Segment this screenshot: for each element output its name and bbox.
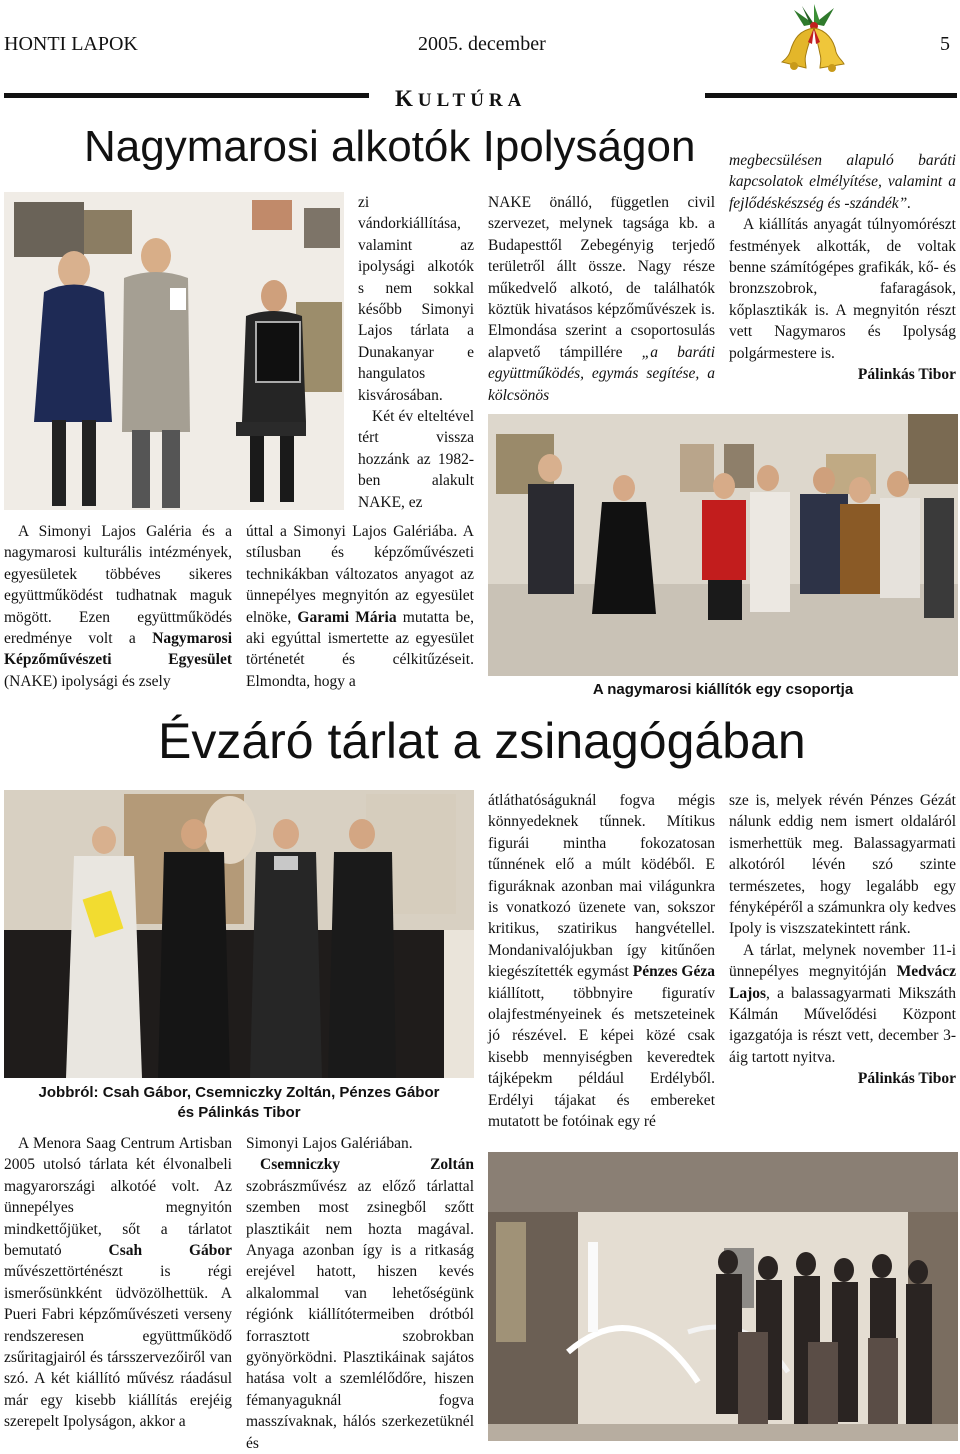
article2-col3: átláthatóságuknál fogva mégis könnyedeknek tűnnek. Mítikus figurái mintha fokozatosan tűnnének elő a múlt ködéből. E figuráknak azonban mai világunkra is vonatkozó üzenete van, sokszor kritikus, szatirikus hangvétellel. Mondanivalójukban így kitűnően kiegészítették egymást Pénzes Géza kiállított, többnyire figuratív olajfestményeinek és metszeteinek jó részével. E képei közé csak kisebb mennyiségben keveredtek tájképekm például Erdélyből. Erdélyi tájakat és embereket mutatott be fotóinak egy ré <box>488 792 715 1131</box>
section-rule-right <box>705 93 957 98</box>
article2-col1: A Menora Saag Centrum Artisban 2005 utolsó tárlata két élvonalbeli magyarországi alkotóé volt. Az ünnepélyes megnyitón mindkettőjüket, sőt a tárlatot bemutató Csah Gábor művészettörténészt is régi ismerősünkként üdvözölhettük. A Pueri Fabri képzőművészeti verseny rendszeresen együttműködő zsűritagjairól és társszervezőiről van szó. A két kiállító művész ráadásul már egy kisebb kiállítás erejéig szerepelt Ipolyságon, akkor a <box>4 1135 232 1431</box>
page-number: 5 <box>940 33 950 55</box>
article1-col2-top: zi vándorkiállítása, valamint az ipolysági alkotók s nem sokkal később Simonyi Lajos tárlata a Dunakanyar e hangulatos kisvárosában. Két év elteltével tért vissza hozzánk az 1982-ben alakult NAKE, ez <box>358 194 474 511</box>
article1-photo-group <box>488 414 958 676</box>
article2-title: Évzáró tárlat a zsinagógában <box>158 713 806 769</box>
article2-byline: Pálinkás Tibor <box>857 1070 956 1088</box>
article1-col1: A Simonyi Lajos Galéria és a nagymarosi kulturális intézmények, egyesületek többéves sikeres együttműködést tudhatnak maguk mögött. Ezen együttműködés eredménye volt a Nagymarosi Képzőművészeti Egyesület (NAKE) ipolysági és zsely <box>4 523 232 690</box>
article2-photo-caption: Jobbról: Csah Gábor, Csemniczky Zoltán, Pénzes Gábor és Pálinkás Tibor <box>38 1084 440 1121</box>
article1-title: Nagymarosi alkotók Ipolyságon <box>84 122 696 171</box>
newspaper-name: HONTI LAPOK <box>4 33 138 55</box>
christmas-bells-icon <box>776 2 852 78</box>
article2-col4: sze is, melyek révén Pénzes Gézát nálunk eddig nem ismert oldaláról ismerhettük meg. Balassagyarmati alkotóról lévén szó szinte természetes, hogy legalább egy fényképéről a számunkra oly kedves Ipoly is viszszatekintett ránk. A tárlat, melynek november 11-i ünnepélyes megnyitóján Medvácz Lajos, a balassagyarmati Mikszáth Kálmán Művelődési Központ igazgatója is részt vett, december 3-áig tartott nyitva. Pálinkás Tibor <box>729 790 956 1090</box>
article1-col2-low: úttal a Simonyi Lajos Galériába. A stílusban és képzőművészeti technikákban változatos anyagot az ünnepélyes megnyitón az egyesület elnöke, Garami Mária mutatta be, aki egyúttal ismertette az egyesület történetét és célkitűzéseit. Elmondta, hogy a <box>246 523 474 690</box>
article1-photo-opening <box>4 192 344 510</box>
section-title: KULTÚRA <box>395 86 527 111</box>
issue-date: 2005. december <box>418 33 546 55</box>
article2-photo-artists <box>4 790 474 1078</box>
article2-col2: Simonyi Lajos Galériában. Csemniczky Zoltán szobrászművész az előző tárlattal szemben most zsinegből szőtt plasztikáit nem hozta magával. Anyaga azonban így is a ritkaság erejével hatott, hiszen kevés alkalommal van lehetőségünk régiónk kiállítótermeiben drótból forrasztott szobrokban gyönyörködni. Plasztikáinak sajátos hatása volt a szemlélődőre, hiszen fémanyaguknál fogva masszívaknak, hálós szerkezetüknél és <box>246 1135 474 1452</box>
article1-col3: NAKE önálló, független civil szervezet, melynek tagsága kb. a Budapesttől Zebegényig terjedő területről állt össze. Nagy része műkedvelő alkotó, de találhatók köztük hivatásos képzőművészek is. Elmondása szerint a csoportosulás alapvető támpillére „a baráti együttműködés, egymás segítése, a kölcsönös <box>488 194 716 404</box>
article1-byline: Pálinkás Tibor <box>857 366 956 384</box>
article2-photo-crowd <box>488 1152 958 1441</box>
article1-col4: megbecsülésen alapuló baráti kapcsolatok elmélyítése, valamint a fejlődéskészség és -szándék”. A kiállítás anyagát túlnyomórészt festmények alkották, de voltak benne számítógépes grafikák, kő- és bronzszobrok, fafaragások, kőplasztikák is. A megnyitón részt vett Nagymaros és Ipolyság polgármestere is. Pálinkás Tibor <box>729 150 956 385</box>
article1-photo-caption: A nagymarosi kiállítók egy csoportja <box>592 681 854 698</box>
section-rule-left <box>4 93 369 98</box>
